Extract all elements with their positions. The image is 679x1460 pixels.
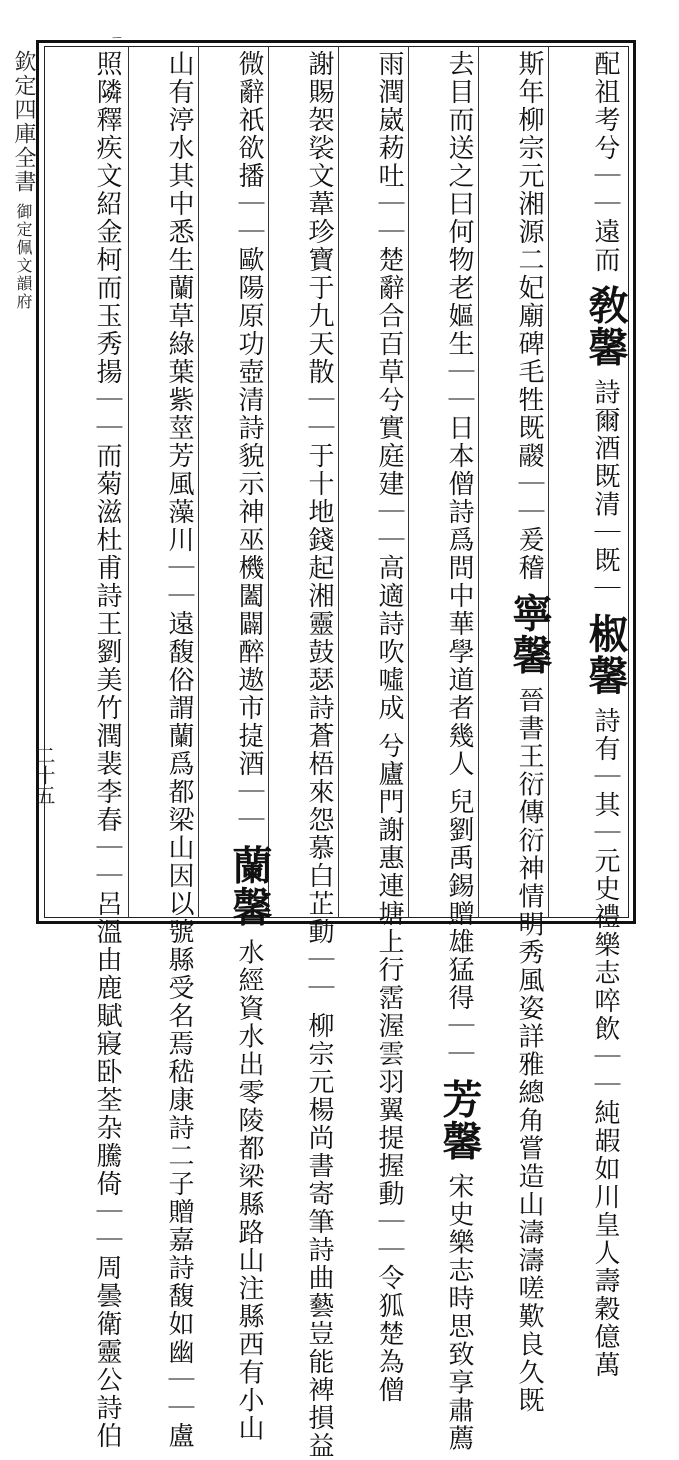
column-extra: 柳宗元楊尚書寄筆詩曲藝豈能裨損益: [304, 1012, 334, 1460]
column-extra: 兮廬門謝惠連塘上行霑渥雲羽翼提握動｜｜令狐楚為僧: [374, 732, 404, 1405]
column-text: 斯年柳宗元湘源二妃廟碑毛牲既鬷｜｜爰稽: [514, 50, 544, 582]
column-rule: [548, 46, 549, 918]
entry-lead: 敎: [582, 284, 629, 327]
text-column-2: [488, 50, 553, 1415]
text-column-4: [348, 50, 408, 1405]
column-text: 配祖考兮｜｜遠而: [590, 50, 620, 274]
column-text: 謝賜袈裟文葦珍寶于九天散｜｜于十地錢起湘靈鼓瑟詩蒼梧來怨慕白芷動｜｜: [304, 50, 334, 1002]
column-rule: [198, 46, 199, 918]
column-rule: [128, 46, 129, 918]
column-rule: [408, 46, 409, 918]
entry-lead: 寧: [506, 592, 553, 635]
entry-head: 馨: [582, 326, 629, 369]
column-text: 去目而送之曰何物老嫗生｜｜日本僧詩爲問中華學道者幾人: [444, 50, 474, 778]
entry-lead: 芳: [436, 1078, 483, 1121]
entry-note: 晉書王衍傳衍神情明秀風姿詳雅總角嘗造山濤濤嗟歎良久既: [514, 686, 544, 1415]
entry-head: 馨: [506, 634, 553, 677]
book-title: 欽定四庫全書: [11, 50, 36, 194]
entry-note: 詩有｜其｜元史禮樂志啐飲｜｜純嘏如川皇人壽穀億萬: [590, 707, 620, 1380]
entry-head: 馨: [436, 1120, 483, 1163]
column-text: 山有渟水其中悉生蘭草綠葉紫莖芳風藻川｜｜遠馥俗謂蘭爲都梁山因以號縣受名焉嵇康詩二子贈嘉詩馥如幽｜｜盧: [164, 50, 194, 1450]
entry-head: 馨: [226, 886, 273, 929]
text-column-6: [208, 50, 273, 1443]
entry-head: 馨: [582, 654, 629, 697]
column-text: 照隣釋疾文紹金柯而玉秀揚｜｜而菊滋杜甫詩王劉美竹潤裴李春｜｜呂溫由鹿賦寢卧荃杂騰倚｜｜周曇衛靈公詩伯: [92, 50, 122, 1450]
entry-note: 水經資水出零陵都梁縣路山注縣西有小山: [234, 938, 264, 1443]
top-mark: ㄧ: [110, 31, 124, 47]
entry-note: 宋史樂志時思致享肅薦: [444, 1172, 474, 1453]
column-rule: [478, 46, 479, 918]
text-column-3: [418, 50, 483, 1453]
folio-number: 二十五: [32, 745, 56, 805]
column-text: 雨潤崴菞吐｜｜楚辭合百草兮實庭建｜｜高適詩吹噓成: [374, 50, 404, 722]
column-text: 微辭祇欲播｜｜歐陽原功壺清詩貌示神巫機闔闢醉遨市㨗酒｜｜: [234, 50, 264, 834]
column-extra: 兒劉禹錫贈雄猛得｜｜: [444, 788, 474, 1069]
text-column-8: [60, 50, 126, 1450]
column-rule: [338, 46, 339, 918]
text-column-1: [558, 50, 629, 1380]
section-title: 御定佩文韻府: [14, 203, 33, 311]
text-column-7: [138, 50, 198, 1450]
entry-lead: 蘭: [226, 844, 273, 887]
entry-lead: 椒: [582, 612, 629, 655]
text-column-5: [278, 50, 338, 1460]
entry-note: 詩爾酒既清｜既｜: [590, 378, 620, 603]
column-rule: [268, 46, 269, 918]
